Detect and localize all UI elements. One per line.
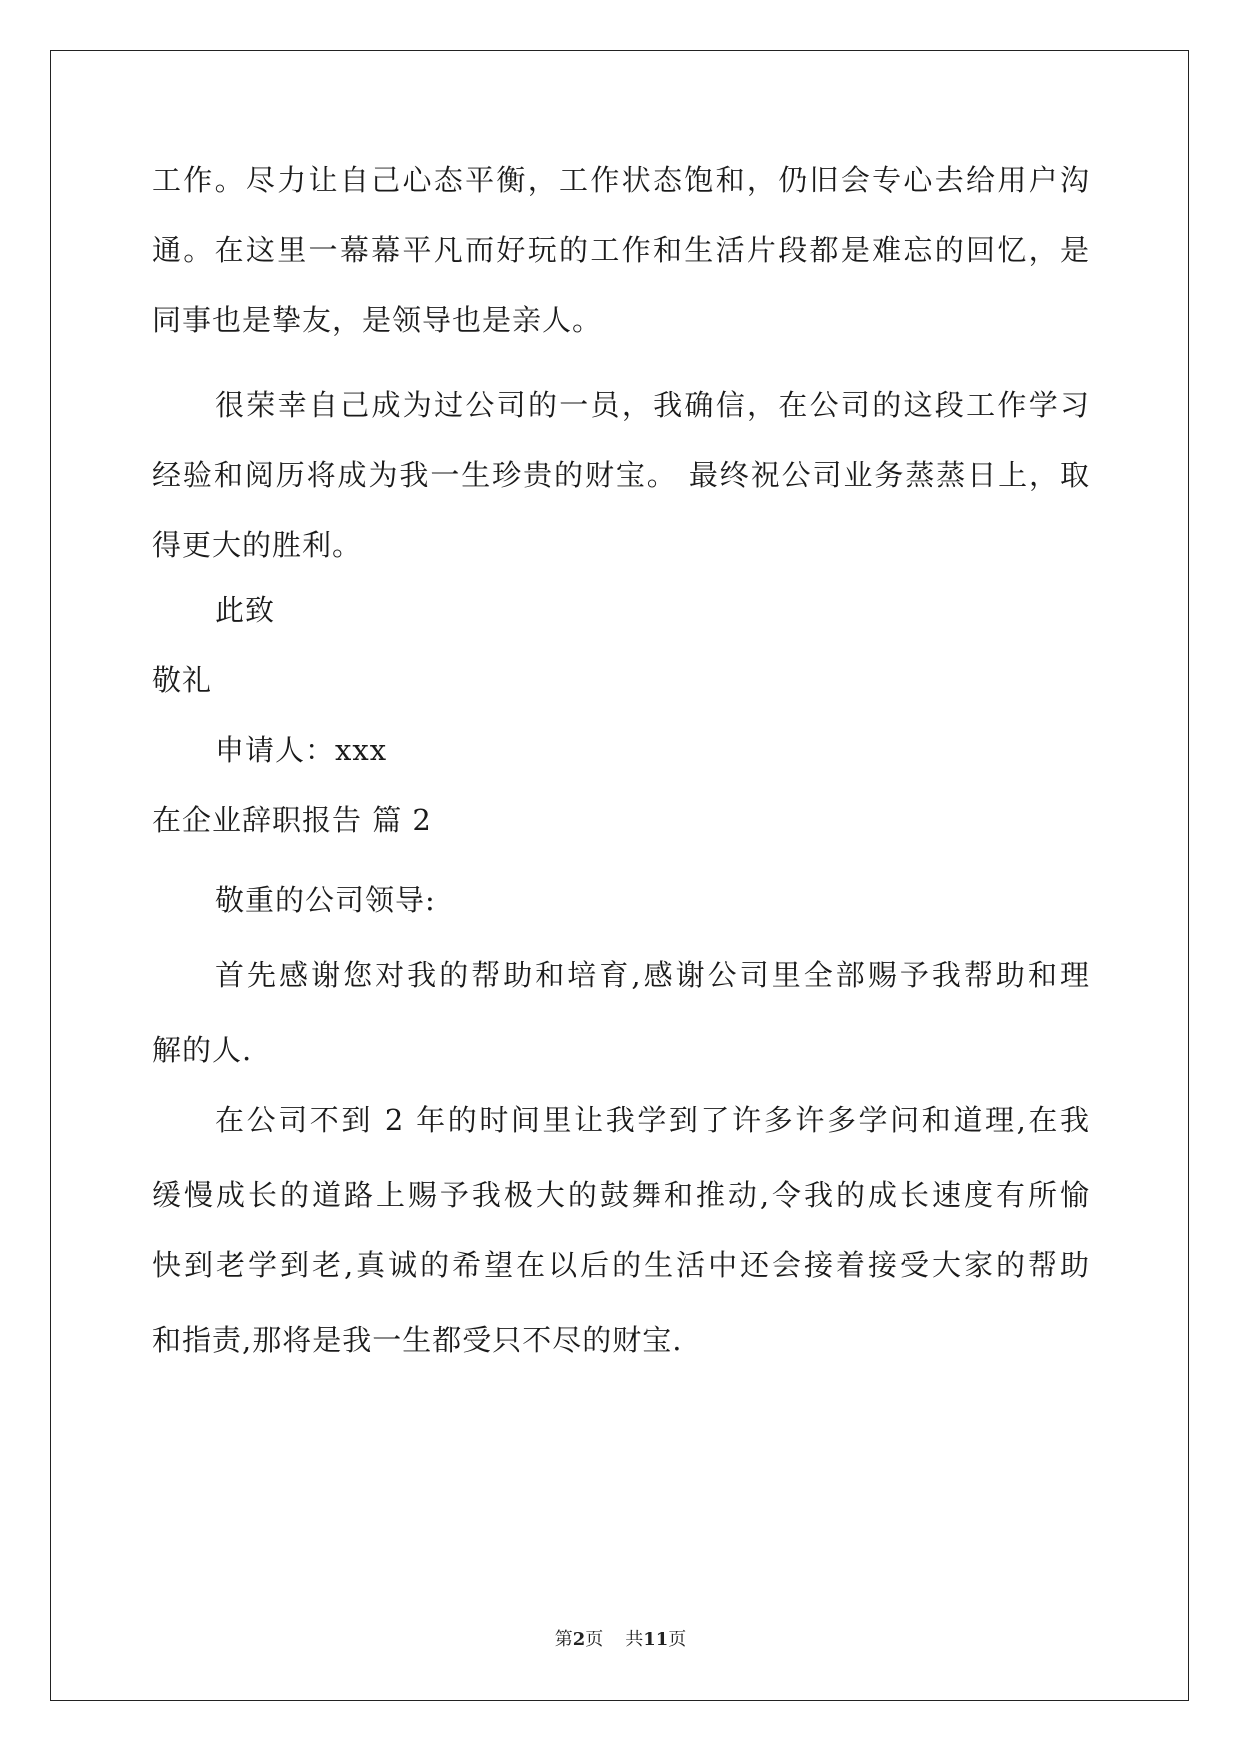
text-line: 经验和阅历将成为我一生珍贵的财宝。 最终祝公司业务蒸蒸日上，取: [152, 458, 1090, 492]
section-heading: 在企业辞职报告 篇 2: [152, 803, 432, 837]
page-footer: [0, 1625, 1241, 1651]
page-prefix: 第: [554, 1629, 573, 1650]
text-line: 和指责,那将是我一生都受只不尽的财宝.: [152, 1323, 683, 1357]
page-border: [50, 50, 1189, 1701]
closing-regards: 敬礼: [152, 663, 213, 697]
total-suffix: 页: [668, 1629, 687, 1650]
text-line: 快到老学到老,真诚的希望在以后的生活中还会接着接受大家的帮助: [152, 1248, 1090, 1282]
applicant-line: 申请人：xxx: [215, 733, 388, 767]
page-suffix: 页: [585, 1629, 604, 1650]
text-line: 得更大的胜利。: [152, 528, 363, 562]
closing-salutation: 此致: [215, 593, 276, 627]
text-line: 解的人.: [152, 1033, 253, 1067]
text-line: 缓慢成长的道路上赐予我极大的鼓舞和推动,令我的成长速度有所愉: [152, 1178, 1090, 1212]
total-page-count: 11: [643, 1629, 669, 1650]
text-line: 同事也是挚友，是领导也是亲人。: [152, 303, 603, 337]
text-line: 在公司不到 2 年的时间里让我学到了许多许多学问和道理,在我: [215, 1103, 1090, 1137]
total-prefix: 共: [625, 1629, 644, 1650]
text-line: 很荣幸自己成为过公司的一员，我确信，在公司的这段工作学习: [215, 388, 1090, 422]
text-line: 工作。尽力让自己心态平衡，工作状态饱和，仍旧会专心去给用户沟: [152, 163, 1090, 197]
current-page-number: 2: [572, 1629, 586, 1650]
greeting-line: 敬重的公司领导:: [215, 883, 436, 917]
text-line: 首先感谢您对我的帮助和培育,感谢公司里全部赐予我帮助和理: [215, 958, 1090, 992]
text-line: 通。在这里一幕幕平凡而好玩的工作和生活片段都是难忘的回忆，是: [152, 233, 1090, 267]
